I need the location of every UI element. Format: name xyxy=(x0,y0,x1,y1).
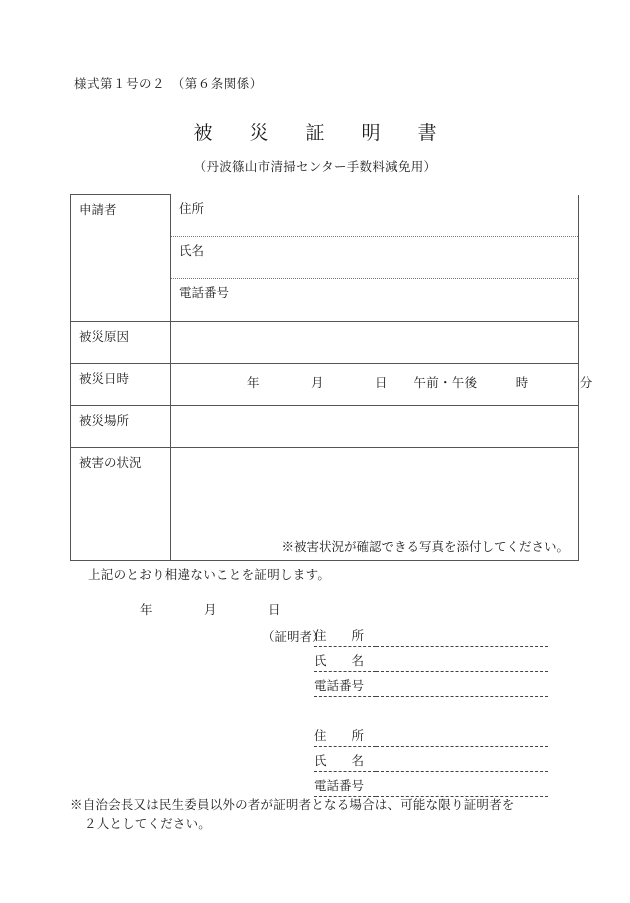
certifier-block-primary xyxy=(262,622,548,697)
field-cause[interactable] xyxy=(171,322,579,364)
field-datetime[interactable] xyxy=(171,364,593,406)
certifier-name-label: 氏 名 xyxy=(314,651,376,672)
certifier-phone-input[interactable] xyxy=(376,679,548,697)
footnote-line-2: ２人としてください。 xyxy=(84,816,212,832)
row-label-place: 被災場所 xyxy=(71,406,171,448)
certifier2-phone-label: 電話番号 xyxy=(314,776,376,797)
certifier2-address-input[interactable] xyxy=(376,729,548,747)
certifier-prefix-spacer xyxy=(262,670,314,672)
certifier2-address-label: 住 所 xyxy=(314,726,376,747)
table-row-cause xyxy=(71,322,579,364)
certifier2-prefix-label xyxy=(262,745,314,747)
row-label-cause: 被災原因 xyxy=(71,322,171,364)
field-damage[interactable] xyxy=(171,448,579,561)
form-number: 様式第１号の２ （第６条関係） xyxy=(74,76,263,91)
certifier2-row-address xyxy=(262,722,548,747)
footnote-line-1: ※自治会長又は民生委員以外の者が証明者となる場合は、可能な限り証明者を xyxy=(70,797,515,812)
certification-statement: 上記のとおり相違ないことを証明します。 xyxy=(88,567,331,582)
certifier-row-address xyxy=(262,622,548,647)
certifier-address-label: 住 所 xyxy=(314,626,376,647)
row-label-applicant: 申請者 xyxy=(71,195,171,322)
certifier-block-secondary xyxy=(262,722,548,797)
field-applicant-name[interactable]: 氏名 xyxy=(171,236,579,279)
table-row-damage xyxy=(71,448,579,561)
table-row-applicant-address xyxy=(71,195,579,237)
certifier-row-phone xyxy=(262,672,548,697)
row-label-damage: 被害の状況 xyxy=(71,448,171,561)
table-row-datetime xyxy=(71,364,579,406)
page-subtitle: （丹波篠山市清掃センター手数料減免用） xyxy=(193,159,437,174)
certification-date-line[interactable]: 年 月 日 xyxy=(140,602,281,617)
certifier-prefix-label: （証明者） xyxy=(262,629,325,644)
damage-photo-note: ※被害状況が確認できる写真を添付してください。 xyxy=(281,538,569,554)
certifier2-row-name xyxy=(262,747,548,772)
row-label-datetime: 被災日時 xyxy=(71,364,171,406)
certifier2-name-label: 氏 名 xyxy=(314,751,376,772)
page-title: 被 災 証 明 書 xyxy=(193,122,446,144)
certifier-prefix-spacer xyxy=(262,695,314,697)
field-applicant-address[interactable]: 住所 xyxy=(171,195,579,237)
field-applicant-phone[interactable]: 電話番号 xyxy=(171,279,579,322)
certifier-address-input[interactable] xyxy=(376,629,548,647)
field-place[interactable] xyxy=(171,406,579,448)
certifier2-row-phone xyxy=(262,772,548,797)
certificate-table xyxy=(70,194,593,561)
certifier-name-input[interactable] xyxy=(376,654,548,672)
certifier2-prefix-spacer xyxy=(262,770,314,772)
footnote xyxy=(70,795,570,834)
certifier-row-name xyxy=(262,647,548,672)
table-row-place xyxy=(71,406,579,448)
certifier2-name-input[interactable] xyxy=(376,754,548,772)
datetime-placeholders: 年 月 日 午前・午後 時 分 xyxy=(247,375,593,390)
certifier-phone-label: 電話番号 xyxy=(314,676,376,697)
